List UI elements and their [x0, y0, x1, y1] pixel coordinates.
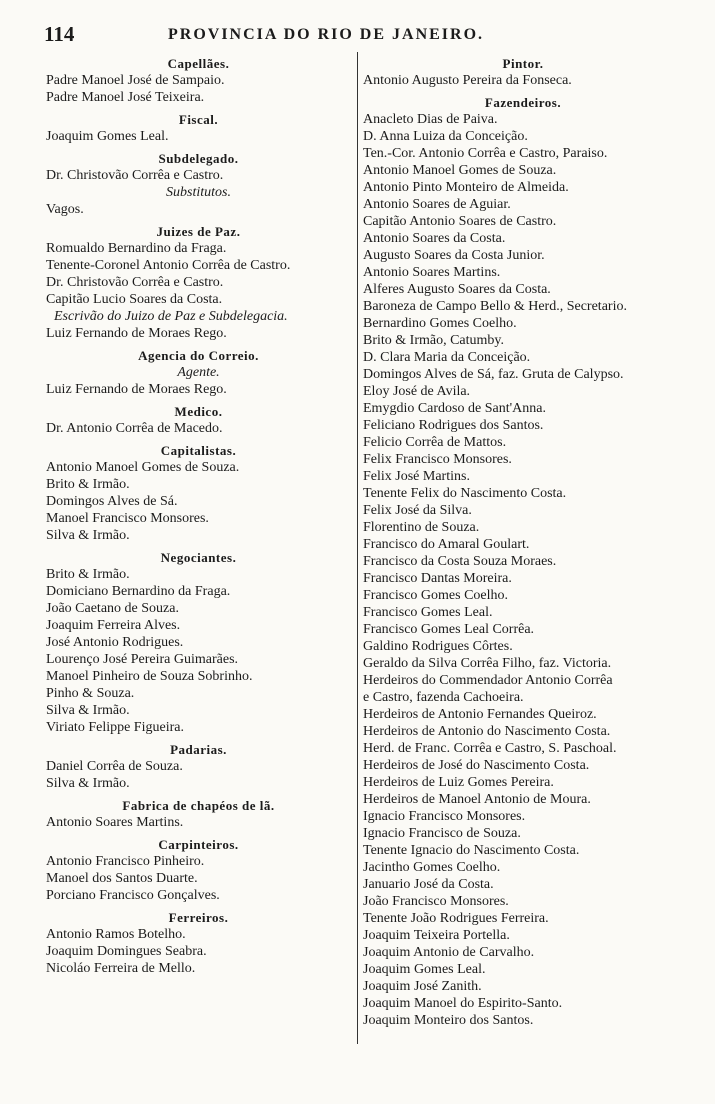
directory-entry: Francisco da Costa Souza Moraes. [363, 554, 557, 569]
section-title: Carpinteiros. [158, 837, 239, 852]
directory-entry: Daniel Corrêa de Souza. [46, 759, 183, 774]
directory-entry: Capitão Antonio Soares de Castro. [363, 214, 557, 229]
directory-section [46, 797, 351, 831]
directory-entry: Ignacio Francisco de Souza. [363, 826, 521, 841]
directory-entry: Antonio Augusto Pereira da Fonseca. [363, 73, 572, 88]
section-title: Capitalistas. [160, 443, 237, 458]
directory-entry: Antonio Soares Martins. [363, 265, 501, 280]
directory-entry: Francisco Gomes Leal. [363, 605, 493, 620]
directory-entry: Brito & Irmão, Catumby. [363, 333, 505, 348]
directory-section [46, 549, 351, 736]
directory-entry: Francisco Gomes Coelho. [363, 588, 509, 603]
directory-entry: Joaquim Teixeira Portella. [363, 928, 510, 943]
directory-entry: Joaquim Ferreira Alves. [46, 618, 181, 633]
directory-entry: Joaquim Gomes Leal. [46, 129, 169, 144]
directory-entry: Eloy José de Avila. [363, 384, 471, 399]
directory-entry: Joaquim Antonio de Carvalho. [363, 945, 535, 960]
directory-entry: Antonio Manoel Gomes de Souza. [363, 163, 557, 178]
directory-entry: Silva & Irmão. [46, 776, 130, 791]
directory-entry: Francisco Gomes Leal Corrêa. [363, 622, 535, 637]
directory-entry: Francisco do Amaral Goulart. [363, 537, 530, 552]
directory-entry: Emygdio Cardoso de Sant'Anna. [363, 401, 546, 416]
directory-entry: Baroneza de Campo Bello & Herd., Secretario. [363, 299, 627, 314]
directory-entry: Florentino de Souza. [363, 520, 480, 535]
directory-entry: Tenente Ignacio do Nascimento Costa. [363, 843, 580, 858]
directory-entry: Antonio Ramos Botelho. [46, 927, 186, 942]
directory-entry: Herdeiros de Antonio Fernandes Queiroz. [363, 707, 597, 722]
directory-entry: Felix Francisco Monsores. [363, 452, 512, 467]
directory-entry: Bernardino Gomes Coelho. [363, 316, 517, 331]
directory-section [46, 403, 351, 437]
directory-entry: Antonio Soares de Aguiar. [363, 197, 511, 212]
directory-section [46, 836, 351, 904]
directory-entry: Domingos Alves de Sá, faz. Gruta de Calypso. [363, 367, 624, 382]
directory-entry: Francisco Dantas Moreira. [363, 571, 512, 586]
directory-entry: Domiciano Bernardino da Fraga. [46, 584, 231, 599]
subsection-title: Agente. [177, 365, 220, 380]
directory-entry: Galdino Rodrigues Côrtes. [363, 639, 513, 654]
directory-entry: Nicoláo Ferreira de Mello. [46, 961, 196, 976]
section-title: Fabrica de chapéos de lã. [122, 798, 275, 813]
directory-entry: João Caetano de Souza. [46, 601, 179, 616]
directory-entry: Joaquim Domingues Seabra. [46, 944, 207, 959]
directory-entry: D. Anna Luiza da Conceição. [363, 129, 528, 144]
directory-entry: João Francisco Monsores. [363, 894, 509, 909]
directory-entry: Antonio Soares Martins. [46, 815, 184, 830]
directory-entry: Padre Manoel José de Sampaio. [46, 73, 225, 88]
directory-entry: Dr. Christovão Corrêa e Castro. [46, 168, 224, 183]
directory-entry: Romualdo Bernardino da Fraga. [46, 241, 227, 256]
directory-entry: Herd. de Franc. Corrêa e Castro, S. Paschoal. [363, 741, 617, 756]
directory-entry: D. Clara Maria da Conceição. [363, 350, 531, 365]
directory-entry: Feliciano Rodrigues dos Santos. [363, 418, 544, 433]
directory-section [363, 94, 683, 1029]
directory-section [46, 442, 351, 544]
directory-section [46, 150, 351, 218]
left-column [46, 55, 351, 982]
directory-entry: Herdeiros de Luiz Gomes Pereira. [363, 775, 554, 790]
section-title: Negociantes. [160, 550, 237, 565]
section-title: Agencia do Correio. [138, 348, 259, 363]
directory-entry: Januario José da Costa. [363, 877, 494, 892]
section-note: Escrivão do Juizo de Paz e Subdelegacia. [54, 309, 288, 324]
section-title: Fazendeiros. [484, 95, 562, 110]
directory-entry: Silva & Irmão. [46, 528, 130, 543]
section-title: Juizes de Paz. [156, 224, 241, 239]
directory-entry: Jacintho Gomes Coelho. [363, 860, 501, 875]
directory-entry: Anacleto Dias de Paiva. [363, 112, 498, 127]
section-title: Subdelegado. [158, 151, 239, 166]
directory-entry: Manoel Francisco Monsores. [46, 511, 209, 526]
directory-section [363, 55, 683, 89]
directory-entry: Vagos. [46, 202, 84, 217]
section-title: Padarias. [170, 742, 227, 757]
directory-section [46, 111, 351, 145]
directory-section [46, 223, 351, 342]
section-title: Medico. [174, 404, 223, 419]
directory-section [46, 55, 351, 106]
directory-entry: Brito & Irmão. [46, 567, 130, 582]
directory-entry: Brito & Irmão. [46, 477, 130, 492]
directory-entry: Pinho & Souza. [46, 686, 135, 701]
column-divider [357, 52, 358, 1044]
directory-entry: Joaquim Gomes Leal. [363, 962, 486, 977]
directory-section [46, 909, 351, 977]
subsection-title: Substitutos. [166, 185, 231, 200]
directory-section [46, 347, 351, 398]
directory-entry: e Castro, fazenda Cachoeira. [363, 690, 524, 705]
directory-entry: Domingos Alves de Sá. [46, 494, 178, 509]
directory-entry: Ignacio Francisco Monsores. [363, 809, 526, 824]
directory-entry: Tenente-Coronel Antonio Corrêa de Castro. [46, 258, 291, 273]
directory-entry: Luiz Fernando de Moraes Rego. [46, 326, 227, 341]
directory-entry: Geraldo da Silva Corrêa Filho, faz. Victoria. [363, 656, 612, 671]
directory-entry: Antonio Pinto Monteiro de Almeida. [363, 180, 569, 195]
directory-entry: Capitão Lucio Soares da Costa. [46, 292, 223, 307]
directory-entry: Padre Manoel José Teixeira. [46, 90, 205, 105]
directory-entry: Herdeiros de Antonio do Nascimento Costa. [363, 724, 611, 739]
directory-entry: Joaquim Manoel do Espirito-Santo. [363, 996, 563, 1011]
section-title: Ferreiros. [168, 910, 229, 925]
directory-entry: Viriato Felippe Figueira. [46, 720, 184, 735]
section-title: Capellães. [167, 56, 230, 71]
directory-entry: Alferes Augusto Soares da Costa. [363, 282, 551, 297]
directory-entry: Silva & Irmão. [46, 703, 130, 718]
directory-entry: Herdeiros do Commendador Antonio Corrêa [363, 673, 613, 688]
directory-entry: Manoel Pinheiro de Souza Sobrinho. [46, 669, 253, 684]
directory-entry: Tenente João Rodrigues Ferreira. [363, 911, 549, 926]
directory-entry: Felicio Corrêa de Mattos. [363, 435, 507, 450]
page-header: PROVINCIA DO RIO DE JANEIRO. [168, 26, 485, 43]
directory-entry: Augusto Soares da Costa Junior. [363, 248, 545, 263]
directory-entry: Herdeiros de Manoel Antonio de Moura. [363, 792, 591, 807]
directory-entry: Felix José Martins. [363, 469, 470, 484]
directory-entry: Felix José da Silva. [363, 503, 472, 518]
right-column [363, 55, 683, 1034]
directory-entry: Joaquim Monteiro dos Santos. [363, 1013, 534, 1028]
directory-entry: Joaquim José Zanith. [363, 979, 482, 994]
directory-entry: Manoel dos Santos Duarte. [46, 871, 198, 886]
directory-entry: Antonio Soares da Costa. [363, 231, 506, 246]
directory-entry: Dr. Christovão Corrêa e Castro. [46, 275, 224, 290]
directory-entry: Tenente Felix do Nascimento Costa. [363, 486, 567, 501]
section-title: Pintor. [502, 56, 544, 71]
section-title: Fiscal. [178, 112, 219, 127]
directory-entry: Luiz Fernando de Moraes Rego. [46, 382, 227, 397]
directory-entry: Porciano Francisco Gonçalves. [46, 888, 220, 903]
page-number: 114 [44, 22, 75, 46]
directory-entry: Herdeiros de José do Nascimento Costa. [363, 758, 590, 773]
directory-entry: Ten.-Cor. Antonio Corrêa e Castro, Paraiso. [363, 146, 608, 161]
directory-entry: José Antonio Rodrigues. [46, 635, 184, 650]
section-gap [363, 1029, 683, 1034]
directory-section [46, 741, 351, 792]
directory-entry: Antonio Francisco Pinheiro. [46, 854, 205, 869]
directory-entry: Lourenço José Pereira Guimarães. [46, 652, 239, 667]
section-gap [46, 977, 351, 982]
directory-entry: Dr. Antonio Corrêa de Macedo. [46, 421, 223, 436]
directory-entry: Antonio Manoel Gomes de Souza. [46, 460, 240, 475]
